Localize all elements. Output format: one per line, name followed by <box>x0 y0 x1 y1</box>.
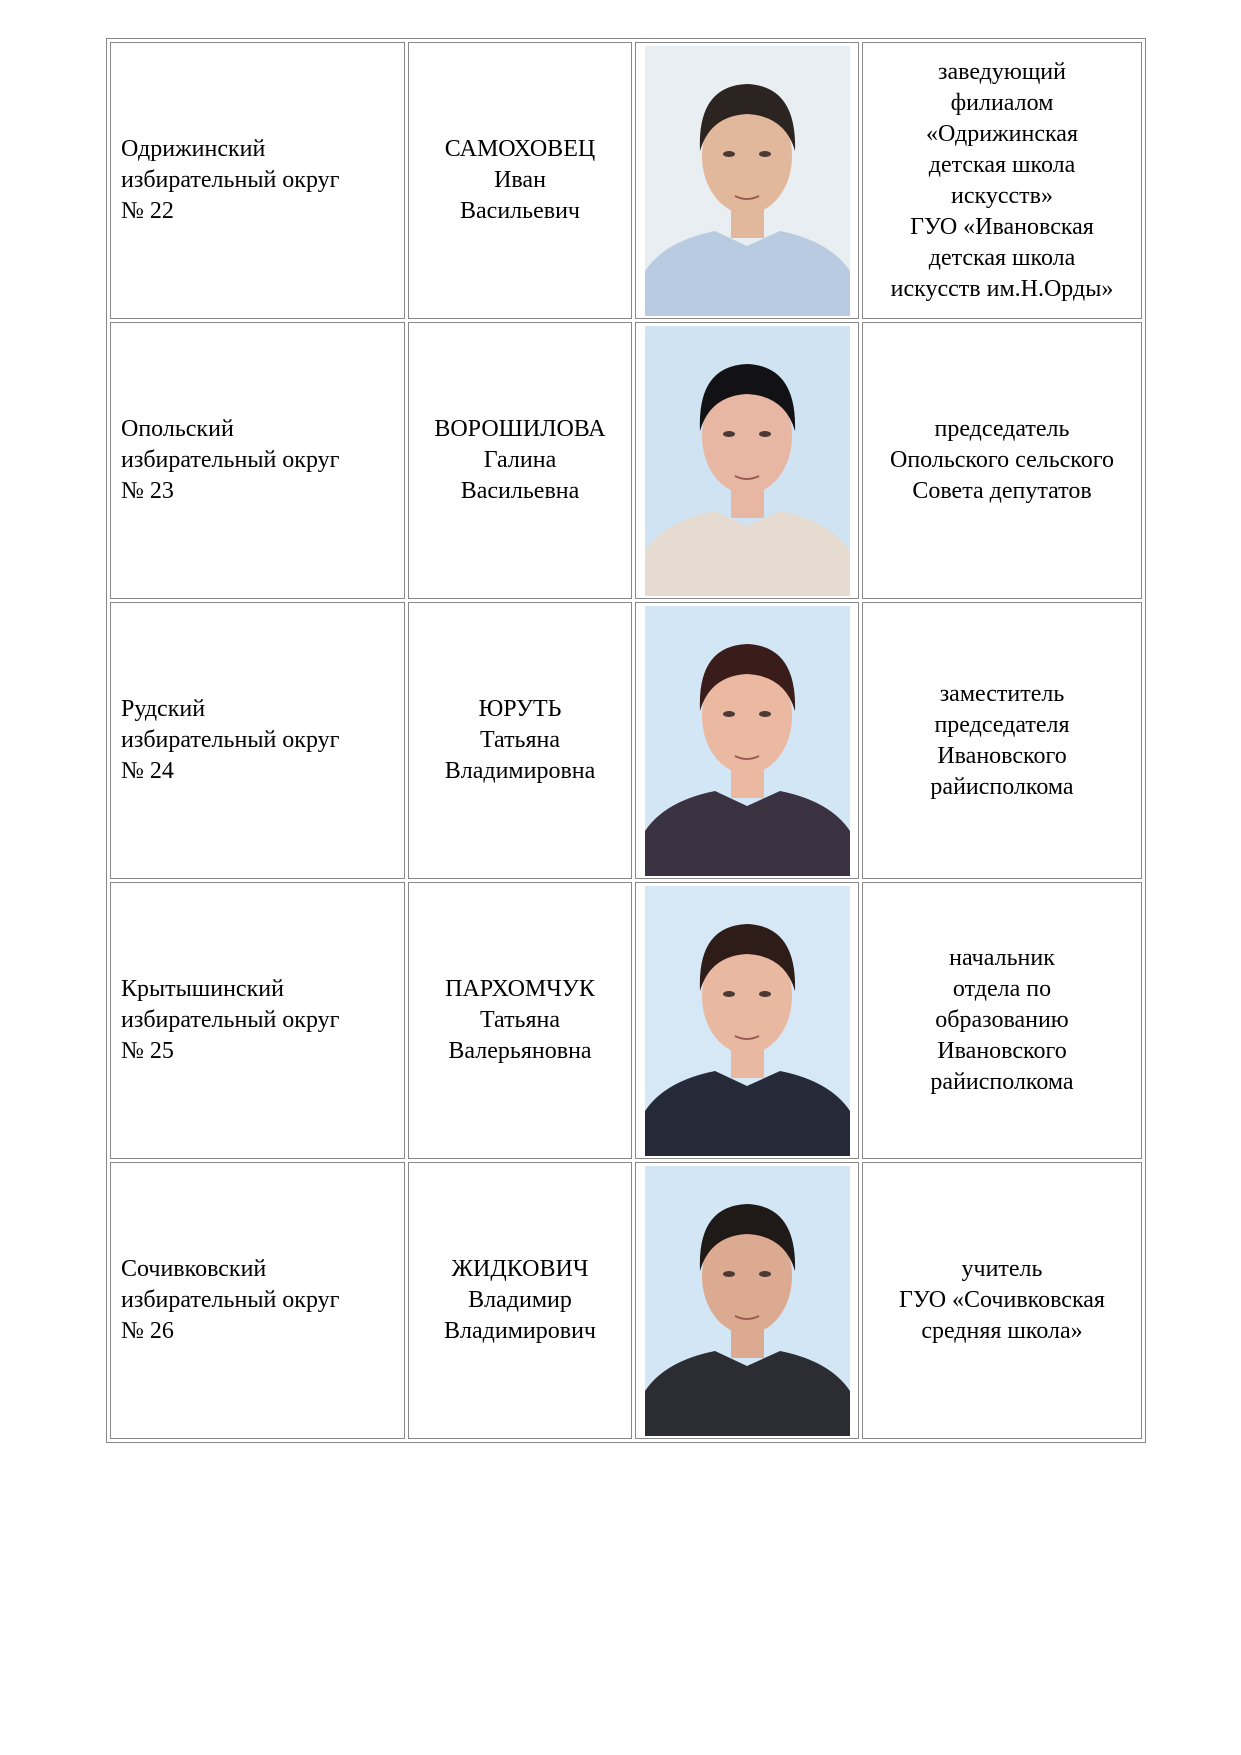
table-row <box>110 882 1142 1159</box>
district-line: избирательный округ <box>121 1007 340 1033</box>
position-line: отдела по <box>952 976 1052 1002</box>
position-line: учитель <box>961 1256 1043 1282</box>
district-line: № 24 <box>121 758 174 784</box>
district-line: Опольский <box>121 416 234 442</box>
position-line: Совета депутатов <box>912 478 1092 504</box>
table-row <box>110 1162 1142 1439</box>
district-line: избирательный округ <box>121 1287 340 1313</box>
candidate-first-name: Татьяна <box>479 1007 561 1033</box>
position-line: средняя школа» <box>921 1318 1083 1344</box>
district-cell <box>110 602 405 879</box>
candidate-patronymic: Владимировна <box>444 758 596 784</box>
position-line: райисполкома <box>930 773 1074 800</box>
portrait-photo <box>645 886 850 1156</box>
position-line: председателя <box>934 711 1070 738</box>
position-line: детская школа <box>928 151 1076 178</box>
position-line: детская школа <box>928 244 1076 271</box>
position-line: ГУО «Сочивковская <box>899 1287 1105 1313</box>
candidate-surname: ВОРОШИЛОВА <box>434 416 606 442</box>
photo-cell <box>635 1162 859 1439</box>
position-cell <box>862 602 1142 879</box>
candidate-first-name: Татьяна <box>479 727 561 753</box>
district-line: избирательный округ <box>121 447 340 473</box>
candidate-surname: САМОХОВЕЦ <box>444 136 596 162</box>
district-cell <box>110 1162 405 1439</box>
district-line: Рудский <box>121 696 206 722</box>
position-cell <box>862 1162 1142 1439</box>
portrait-photo <box>645 606 850 876</box>
portrait-photo <box>645 326 850 596</box>
district-cell <box>110 882 405 1159</box>
table-row <box>110 322 1142 599</box>
candidate-surname: ЖИДКОВИЧ <box>451 1256 589 1282</box>
position-cell <box>862 42 1142 319</box>
candidate-surname: ПАРХОМЧУК <box>445 976 595 1002</box>
table-row <box>110 42 1142 319</box>
district-line: избирательный округ <box>121 167 340 193</box>
position-cell <box>862 322 1142 599</box>
candidate-name-cell <box>408 882 632 1159</box>
position-line: искусств» <box>951 182 1053 209</box>
district-line: Крытышинский <box>121 976 284 1002</box>
candidate-patronymic: Владимирович <box>444 1318 596 1344</box>
table-row <box>110 602 1142 879</box>
district-line: Одрижинский <box>121 136 266 162</box>
candidate-patronymic: Васильевич <box>460 198 580 224</box>
candidate-name-cell <box>408 1162 632 1439</box>
candidate-first-name: Иван <box>494 167 546 193</box>
photo-cell <box>635 42 859 319</box>
position-line: филиалом <box>950 89 1054 116</box>
photo-cell <box>635 602 859 879</box>
photo-cell <box>635 882 859 1159</box>
position-line: Ивановского <box>937 742 1067 769</box>
portrait-photo <box>645 1166 850 1436</box>
candidate-first-name: Владимир <box>468 1287 572 1313</box>
candidate-surname: ЮРУТЬ <box>478 696 562 722</box>
district-line: Сочивковский <box>121 1256 267 1282</box>
district-line: избирательный округ <box>121 727 340 753</box>
candidate-patronymic: Валерьяновна <box>448 1038 592 1064</box>
photo-cell <box>635 322 859 599</box>
candidate-name-cell <box>408 42 632 319</box>
candidate-first-name: Галина <box>483 447 557 473</box>
position-line: заместитель <box>939 680 1065 707</box>
district-cell <box>110 322 405 599</box>
position-line: Опольского сельского <box>890 447 1114 473</box>
position-line: «Одрижинская <box>926 120 1078 147</box>
candidate-name-cell <box>408 602 632 879</box>
position-line: райисполкома <box>930 1069 1074 1095</box>
position-line: начальник <box>949 945 1055 971</box>
position-line: ГУО «Ивановская <box>910 213 1094 240</box>
position-line: заведующий <box>938 58 1066 85</box>
position-line: образованию <box>935 1007 1069 1033</box>
district-line: № 25 <box>121 1038 174 1064</box>
district-line: № 22 <box>121 198 174 224</box>
position-cell <box>862 882 1142 1159</box>
candidate-name-cell <box>408 322 632 599</box>
district-line: № 26 <box>121 1318 174 1344</box>
position-line: Ивановского <box>937 1038 1067 1064</box>
district-line: № 23 <box>121 478 174 504</box>
position-line: искусств им.Н.Орды» <box>890 275 1114 302</box>
candidate-patronymic: Васильевна <box>460 478 580 504</box>
portrait-photo <box>645 46 850 316</box>
candidates-table <box>106 38 1146 1443</box>
position-line: председатель <box>934 416 1070 442</box>
district-cell <box>110 42 405 319</box>
